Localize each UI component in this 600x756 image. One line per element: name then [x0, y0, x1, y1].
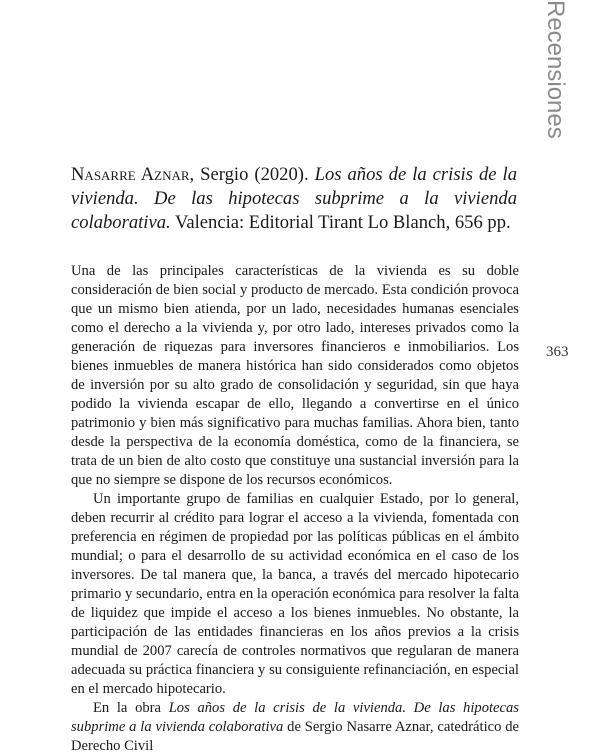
book-title: Los años de la crisis de la vivienda. De las hipotecas subprime a la vivienda colaborativa. [71, 164, 517, 233]
author-rest: , Sergio (2020). [189, 164, 315, 185]
paragraph-3-rest: de Sergio Nasarre Aznar, catedrático de Derecho Civil [71, 719, 520, 754]
bibliographic-reference [71, 163, 517, 235]
page-number: 363 [546, 344, 569, 360]
publication-details: Valencia: Editorial Tirant Lo Blanch, 656 pp. [170, 212, 511, 233]
author-surname: Nasarre Aznar [71, 164, 190, 185]
paragraph-1: Una de las principales características de la vivienda es su doble consideración de bien social y producto de mercado. Esta condición provoca que un mismo bien atienda, por un lado, necesidades humanas esenciales como el derecho a la vivienda y, por otro lado, intereses privados como la generación de riquezas para inversores financieros e inmobiliarios. Los bienes inmuebles de manera histórica han sido considerados como objetos de inversión por su alto grado de consolidación y seguridad, sin que haya podido la vivienda escapar de ello, llegando a convertirse en el único patrimonio y bien más significativo para muchas familias. Ahora bien, tanto desde la perspectiva de la economía doméstica, como de la financiera, se trata de un bien de alto costo que constituye una sustancial inversión para la que no siempre se dispone de los recursos económicos. [71, 263, 519, 488]
paragraph-2: Un importante grupo de familias en cualquier Estado, por lo general, deben recurrir al crédito para lograr el acceso a la vivienda, fomentada con preferencia en régimen de propiedad por las políticas públicas en el ámbito mundial; o para el desarrollo de su actividad económica en el caso de los inversores. De tal manera que, la banca, a través del mercado hipotecario primario y secundario, entra en la operación económica para resolver la falta de liquidez que impide el acceso a los bienes inmuebles. No obstante, la participación de las entidades financieras en los años previos a la crisis mundial de 2007 carecía de controles normativos que regularan de manera adecuada su práctica financiera y su consiguiente refinanciación, en especial en el mercado hipotecario. [71, 491, 519, 697]
review-body [71, 262, 519, 756]
section-label: Recensiones [542, 0, 569, 139]
paragraph-3-lead: En la obra [93, 700, 169, 716]
paragraph-3-title: Los años de la crisis de la vivienda. De las hipotecas subprime a la vivienda colaborativa [71, 700, 519, 735]
paragraph-3 [71, 699, 519, 756]
